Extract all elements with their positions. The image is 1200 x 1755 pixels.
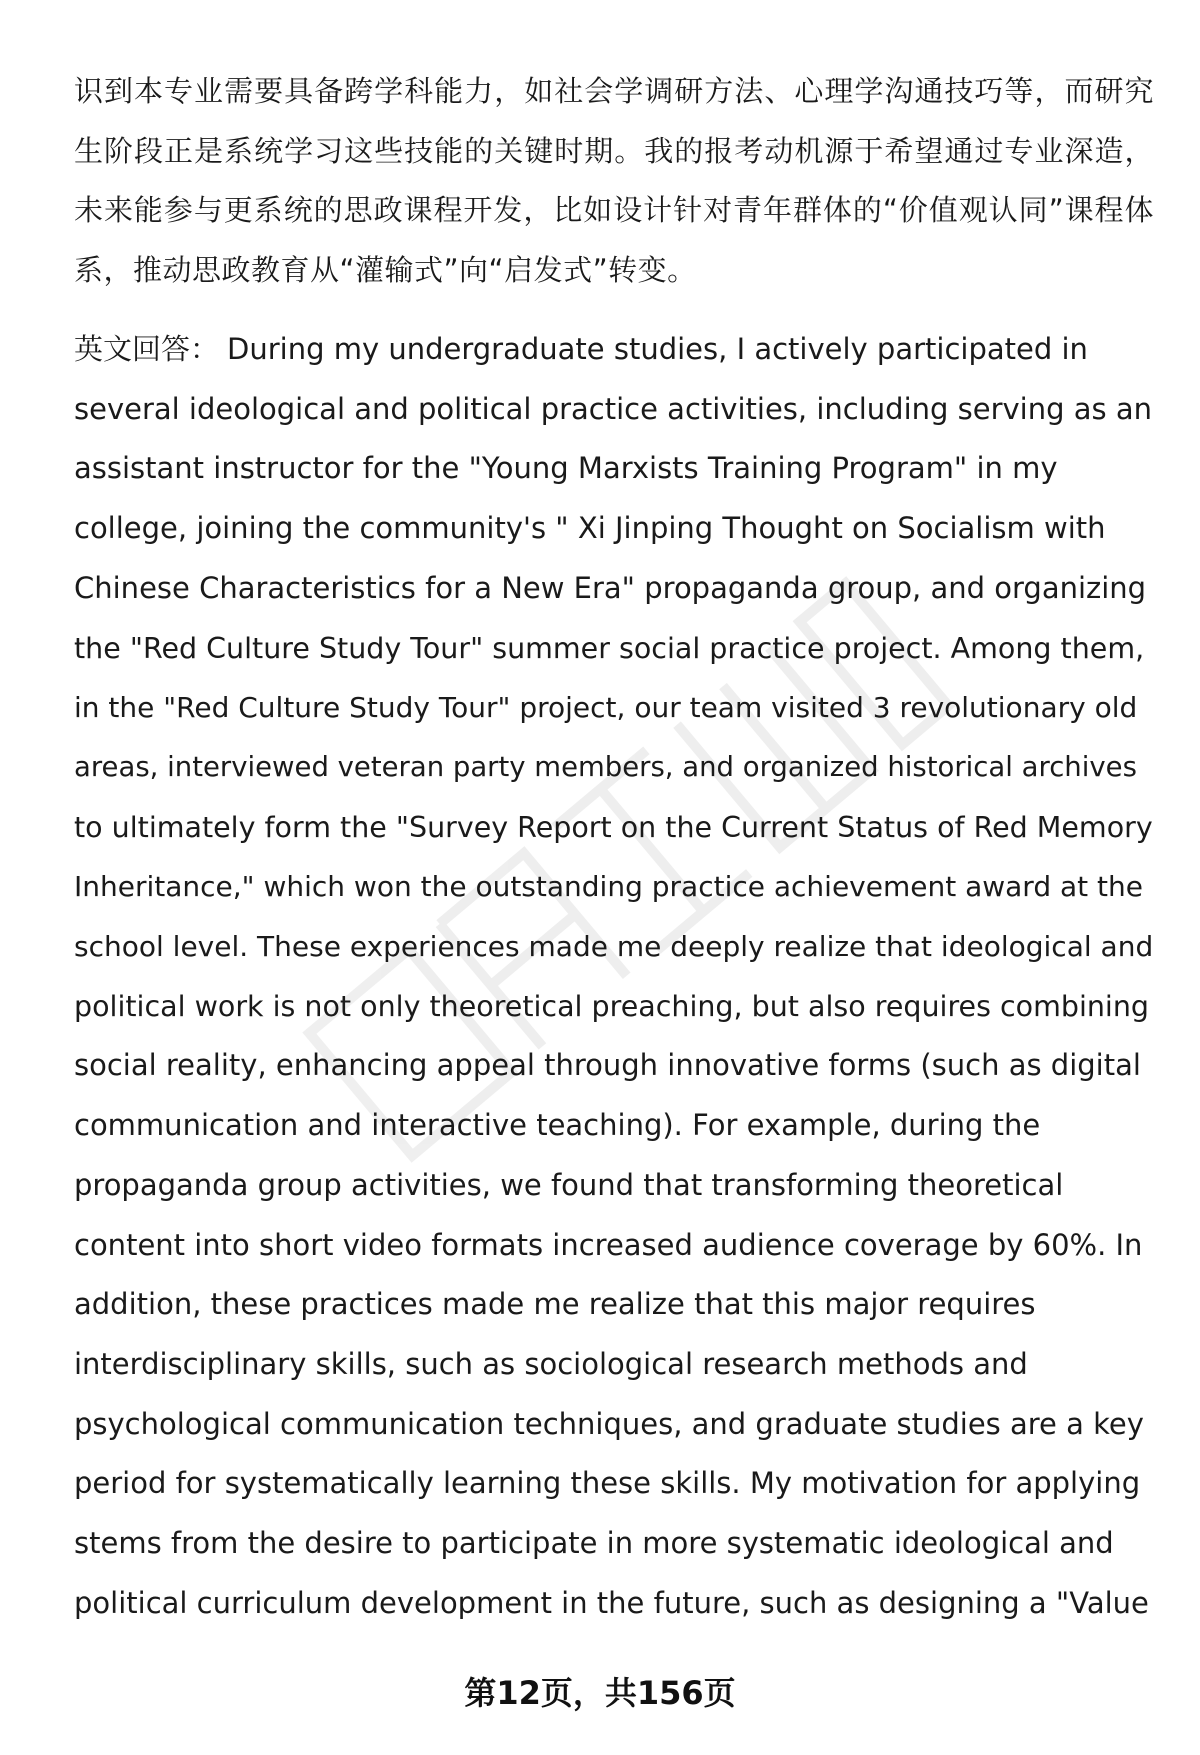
text-line: assistant instructor for the "Young Marxists Training Program" in my xyxy=(74,451,1058,486)
text-line: Inheritance," which won the outstanding practice achievement award at the xyxy=(74,870,1143,904)
text-line: psychological communication techniques, and graduate studies are a key xyxy=(74,1406,1144,1441)
text-line: social reality, enhancing appeal through innovative forms (such as digital xyxy=(74,1048,1141,1083)
english-answer-label: 英文回答： xyxy=(74,332,220,366)
text-line: school level. These experiences made me deeply realize that ideological and xyxy=(74,930,1154,964)
english-answer-paragraph xyxy=(74,320,1154,1633)
text-line: in the "Red Culture Study Tour" project, our team visited 3 revolutionary old xyxy=(74,691,1138,725)
document-body xyxy=(74,62,1154,1633)
text-line: period for systematically learning these skills. My motivation for applying xyxy=(74,1466,1141,1501)
text-line: stems from the desire to participate in more systematic ideological and xyxy=(74,1526,1114,1561)
chinese-answer-paragraph: 识到本专业需要具备跨学科能力，如社会学调研方法、心理学沟通技巧等，而研究生阶段正是系统学习这些技能的关键时期。我的报考动机源于希望通过专业深造，未来能参与更系统的思政课程开发，比如设计针对青年群体的“价值观认同”课程体系，推动思政教育从“灌输式”向“启发式”转变。 xyxy=(74,74,1154,287)
text-line: political work is not only theoretical preaching, but also requires combining xyxy=(74,989,1149,1023)
text-line: addition, these practices made me realize that this major requires xyxy=(74,1287,1036,1322)
text-line: content into short video formats increased audience coverage by 60%. In xyxy=(74,1227,1143,1262)
text-line: Chinese Characteristics for a New Era" propaganda group, and organizing xyxy=(74,570,1147,605)
text-line: propaganda group activities, we found that transforming theoretical xyxy=(74,1167,1064,1202)
text-line: college, joining the community's " Xi Jinping Thought on Socialism with xyxy=(74,511,1106,546)
page-number-footer: 第12页，共156页 xyxy=(464,1674,736,1712)
text-line: political curriculum development in the future, such as designing a "Value xyxy=(74,1585,1149,1620)
text-line: 英文回答： During my undergraduate studies, I actively participated in xyxy=(74,332,1088,366)
text-line: interdisciplinary skills, such as sociological research methods and xyxy=(74,1346,1028,1381)
text-line: the "Red Culture Study Tour" summer social practice project. Among them, xyxy=(74,631,1145,665)
text-line: to ultimately form the "Survey Report on the Current Status of Red Memory xyxy=(74,810,1153,844)
text-line: areas, interviewed veteran party members, and organized historical archives xyxy=(74,750,1137,783)
text-line: communication and interactive teaching). For example, during the xyxy=(74,1108,1041,1143)
text-line: several ideological and political practice activities, including serving as an xyxy=(74,391,1152,426)
